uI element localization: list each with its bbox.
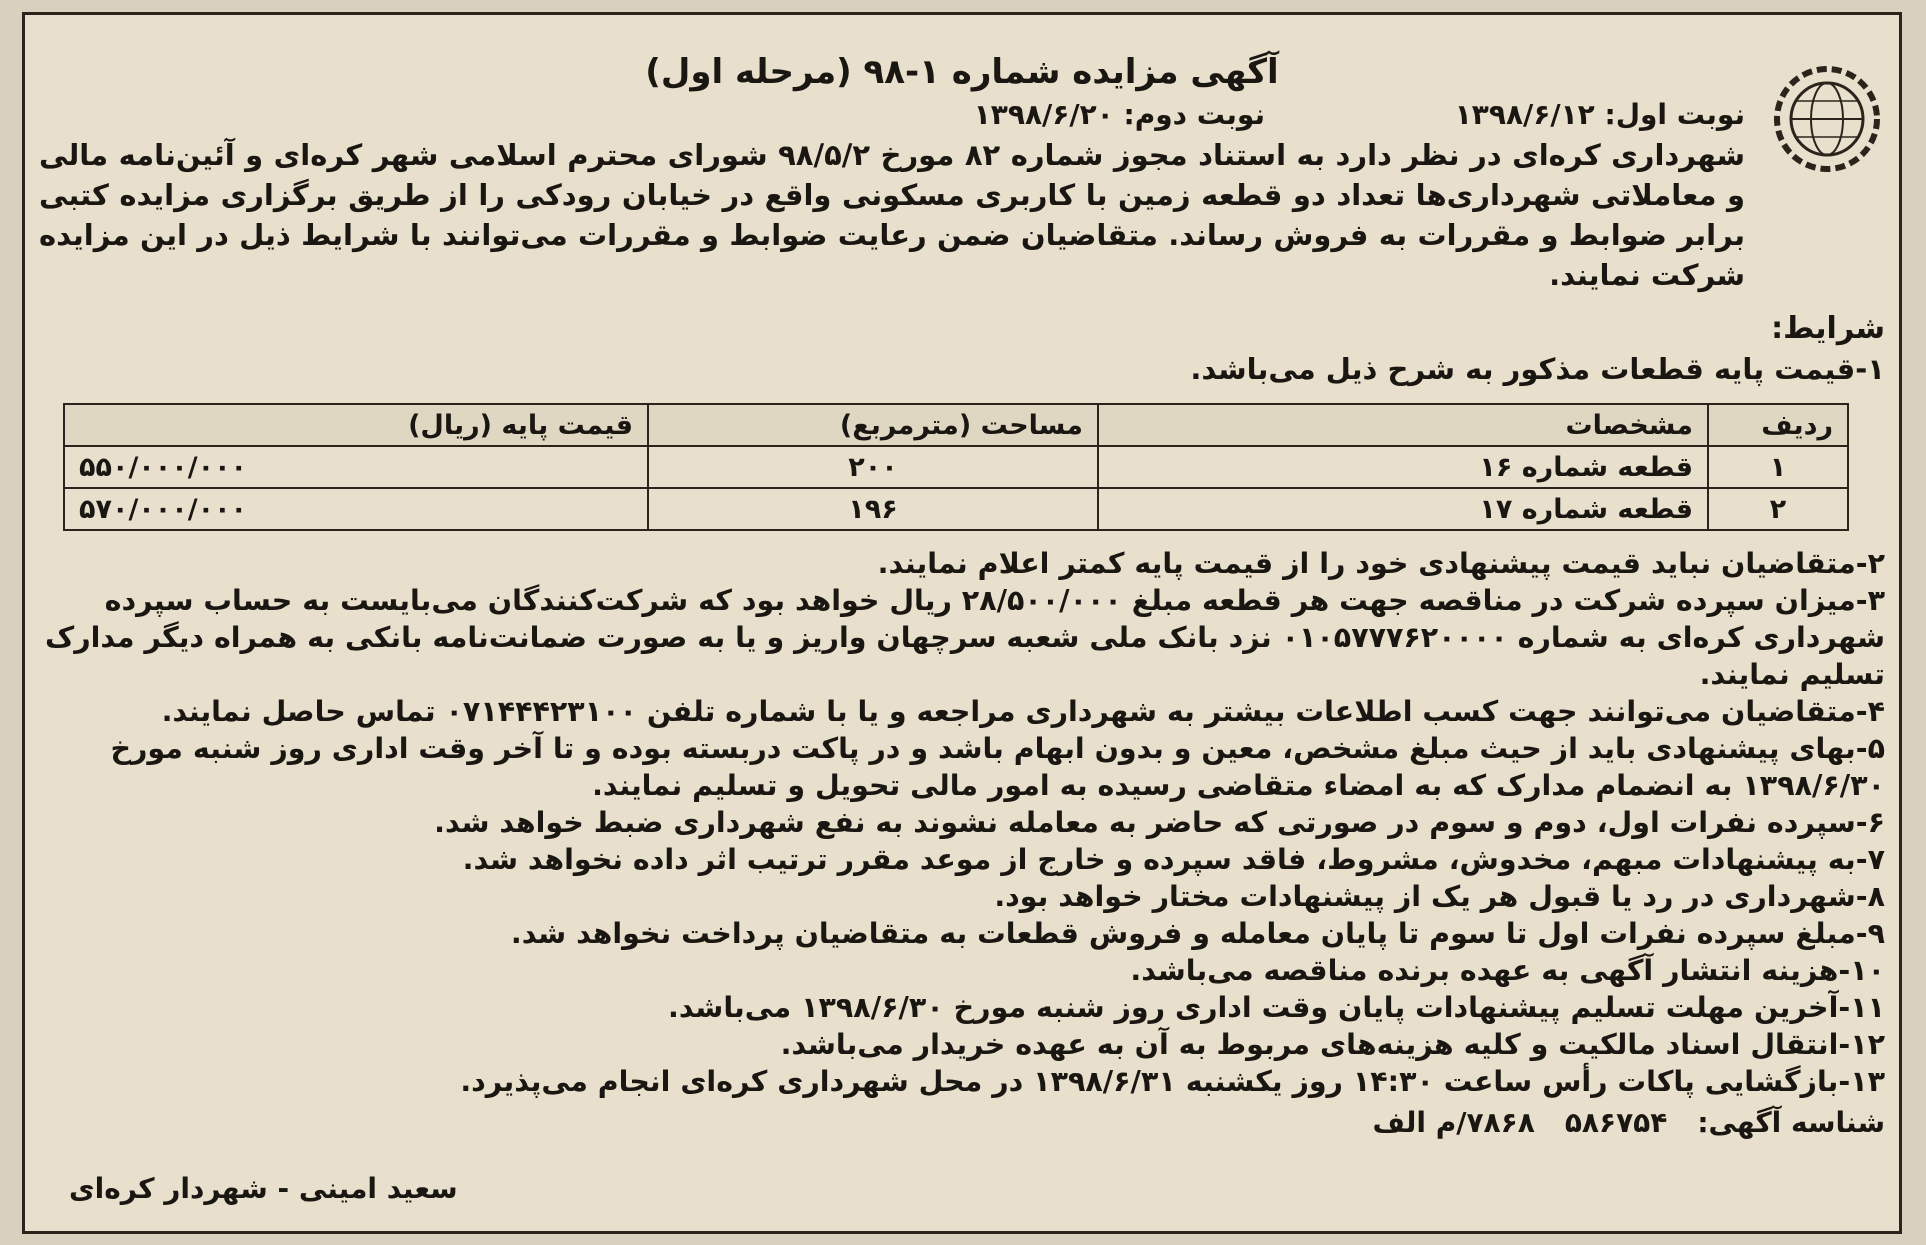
intro-paragraph: شهرداری کره‌ای در نظر دارد به استناد مجوز شماره ۸۲ مورخ ۹۸/۵/۲ شورای محترم اسلامی شهر کره‌ای و آئین‌نامه مالی و معاملاتی شهرداری‌ها تعداد دو قطعه زمین با کاربری مسکونی واقع در خیابان رودکی را از طریق برگزاری مزایده کتبی برابر ضوابط و مقررات به فروش رساند. متقاضیان ضمن رعایت ضوابط و مقررات می‌توانند با شرایط ذیل در این مزایده شرکت نمایند. [39,138,1745,292]
municipality-logo-icon [1771,63,1883,175]
header-area: مساحت (مترمربع) [648,404,1098,446]
condition-item: ۵-بهای پیشنهادی باید از حیث مبلغ مشخص، معین و بدون ابهام باشد و در پاکت دربسته بوده و تا آخر وقت اداری روز شنبه مورخ ۱۳۹۸/۶/۳۰ به انضمام مدارک که به امضاء متقاضی رسیده به امور مالی تحویل و تسلیم نمایند. [110,732,1885,802]
notice-title: آگهی مزایده شماره ۱-۹۸ (مرحله اول) [645,52,1279,92]
cell-specs: قطعه شماره ۱۷ [1098,488,1708,530]
condition-item: ۷-به پیشنهادات مبهم، مخدوش، مشروط، فاقد سپرده و خارج از موعد مقرر ترتیب اثر داده نخواهد شد. [462,843,1885,876]
notice-body [39,25,1885,1221]
condition-item: ۳-میزان سپرده شرکت در مناقصه جهت هر قطعه مبلغ ۲۸/۵۰۰/۰۰۰ ریال خواهد بود که شرکت‌کنندگان می‌بایست به حساب سپرده شهرداری کره‌ای به شماره ۰۱۰۵۷۷۷۶۲۰۰۰۰ نزد بانک ملی شعبه سرچهان واریز و یا به صورت ضمانت‌نامه بانکی به همراه دیگر مدارک تسلیم نمایند. [45,584,1885,691]
header-base-price: قیمت پایه (ریال) [64,404,648,446]
cell-area: ۱۹۶ [648,488,1098,530]
notice-frame [22,12,1902,1234]
identifier-code: ۷۸۶۸/م الف [1372,1106,1535,1139]
cell-base-price: ۵۵۰/۰۰۰/۰۰۰ [64,446,648,488]
cell-area: ۲۰۰ [648,446,1098,488]
table-header-row [64,404,1848,446]
publication-dates [39,95,1745,135]
cell-row-number: ۲ [1708,488,1848,530]
condition-1: ۱-قیمت پایه قطعات مذکور به شرح ذیل می‌باشد. [1190,352,1885,386]
condition-item: ۱۱-آخرین مهلت تسلیم پیشنهادات پایان وقت اداری روز شنبه مورخ ۱۳۹۸/۶/۳۰ می‌باشد. [668,991,1885,1024]
notice-identifier [39,1104,1885,1142]
conditions-heading: شرایط: [1771,311,1885,346]
identifier-label: شناسه آگهی: [1697,1106,1885,1139]
condition-item: ۱۲-انتقال اسناد مالکیت و کلیه هزینه‌های مربوط به آن به عهده خریدار می‌باشد. [780,1028,1885,1061]
condition-item: ۹-مبلغ سپرده نفرات اول تا سوم تا پایان معامله و فروش قطعات به متقاضیان پرداخت نخواهد شد. [510,917,1885,950]
first-turn-date: نوبت اول: ۱۳۹۸/۶/۱۲ [1454,98,1745,131]
second-turn-date: نوبت دوم: ۱۳۹۸/۶/۲۰ [973,98,1265,131]
condition-item: ۴-متقاضیان می‌توانند جهت کسب اطلاعات بیشتر به شهرداری مراجعه و یا با شماره تلفن ۰۷۱۴۴۴۲۳۱۰۰ تماس حاصل نمایند. [161,695,1885,728]
condition-item: ۱۳-بازگشایی پاکات رأس ساعت ۱۴:۳۰ روز یکشنبه ۱۳۹۸/۶/۳۱ در محل شهرداری کره‌ای انجام می‌پذیرد. [460,1065,1885,1098]
header-row-number: ردیف [1708,404,1848,446]
table-row [64,488,1848,530]
cell-base-price: ۵۷۰/۰۰۰/۰۰۰ [64,488,648,530]
table-row [64,446,1848,488]
base-price-table [63,403,1849,531]
identifier-number: ۵۸۶۷۵۴ [1564,1106,1668,1139]
condition-item: ۱۰-هزینه انتشار آگهی به عهده برنده مناقصه می‌باشد. [1130,954,1885,987]
condition-item: ۶-سپرده نفرات اول، دوم و سوم در صورتی که حاضر به معامله نشوند به نفع شهرداری ضبط خواهد شد. [434,806,1885,839]
cell-row-number: ۱ [1708,446,1848,488]
mayor-signature: سعید امینی - شهردار کره‌ای [69,1172,458,1205]
header-specs: مشخصات [1098,404,1708,446]
cell-specs: قطعه شماره ۱۶ [1098,446,1708,488]
conditions-list [39,545,1885,1100]
condition-item: ۸-شهرداری در رد یا قبول هر یک از پیشنهادات مختار خواهد بود. [994,880,1885,913]
condition-item: ۲-متقاضیان نباید قیمت پیشنهادی خود را از قیمت پایه کمتر اعلام نمایند. [877,547,1885,580]
